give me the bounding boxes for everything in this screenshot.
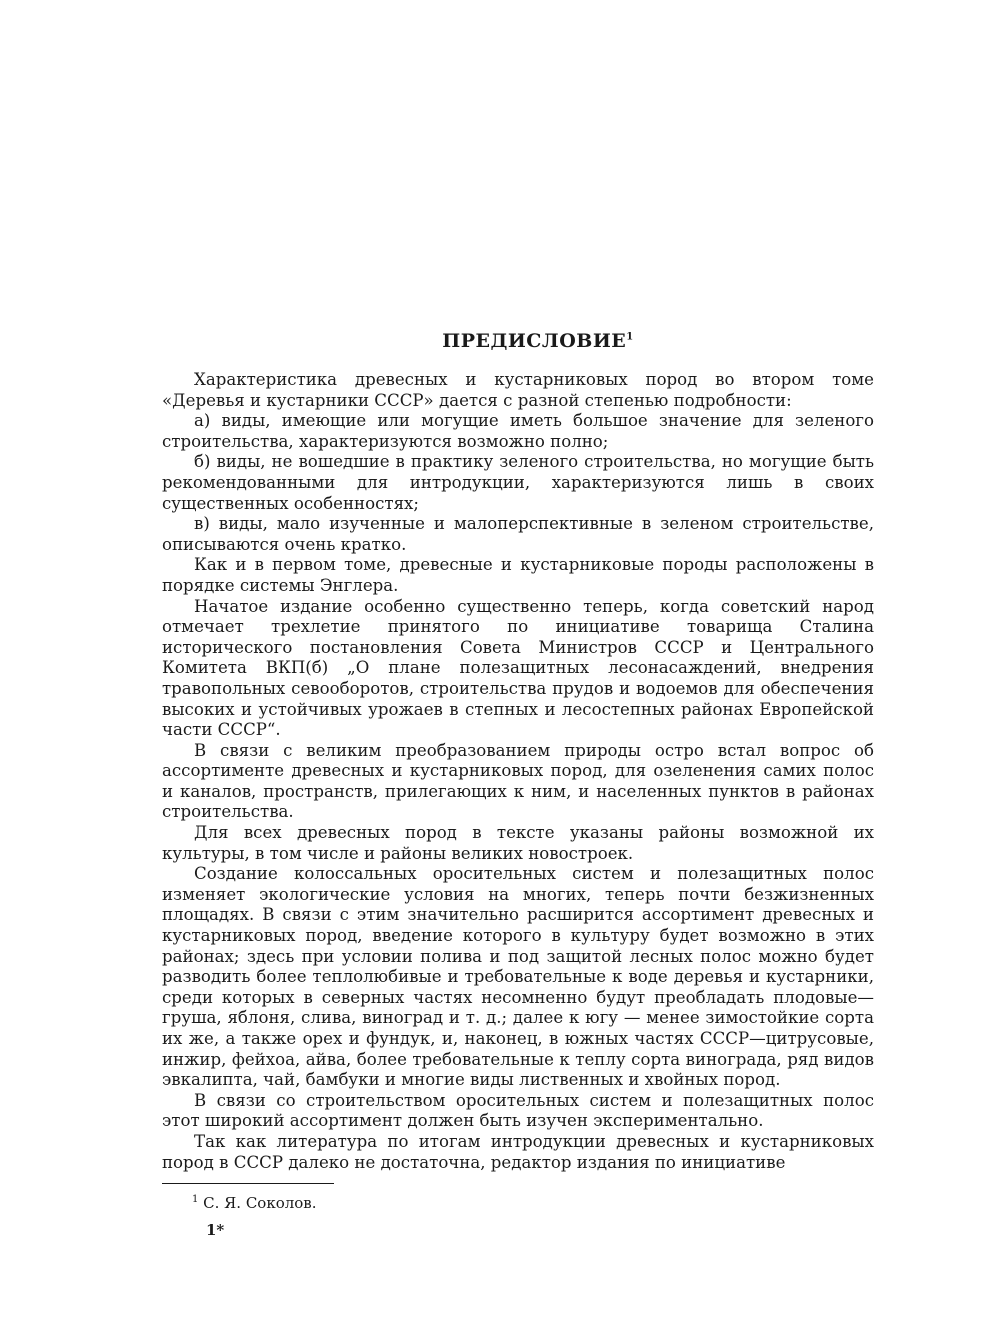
paragraph: Создание колоссальных оросительных систем и полезащитных полос изменяет экологические условия на многих, теперь почти безжизненных площадях. В связи с этим значительно расширится ассортимент древесных и кустарниковых пород, введение которого в культуру будет возможно в этих районах; здесь при условии полива и под защитой лесных полос можно будет разводить более теплолюбивые и требовательные к воде деревья и кустарники, среди которых в северных частях несомненно будут преобладать плодовые—груша, яблоня, слива, виноград и т. д.; далее к югу — менее зимостойкие сорта их же, а также орех и фундук, и, наконец, в южных частях СССР—цитрусовые, инжир, фейхоа, айва, более требовательные к теплу сорта винограда, ряд видов эвкалипта, чай, бамбуки и многие виды лиственных и хвойных пород.	[162, 864, 874, 1090]
page-content	[162, 330, 874, 1239]
paragraph: Для всех древесных пород в тексте указаны районы возможной их культуры, в том числе и районы великих новостроек.	[162, 823, 874, 863]
paragraph: В связи с великим преобразованием природы остро встал вопрос об ассортименте древесных и кустарниковых пород, для озеленения самих полос и каналов, пространств, прилегающих к ним, и населенных пунктов в районах строительства.	[162, 740, 874, 822]
footnote	[192, 1190, 874, 1213]
page-title	[162, 330, 874, 352]
paragraph: Начатое издание особенно существенно теперь, когда советский народ отмечает трехлетие принятого по инициативе товарища Сталина исторического постановления Совета Министров СССР и Центрального Комитета ВКП(б) „О плане полезащитных лесонасаждений, внедрения травопольных севооборотов, строительства прудов и водоемов для обеспечения высоких и устойчивых урожаев в степных и лесостепных районах Европейской части СССР“.	[162, 596, 874, 740]
paragraph: Характеристика древесных и кустарниковых пород во втором томе «Деревья и кустарники СССР» дается с разной степенью подробности:	[162, 370, 874, 410]
footnote-divider	[162, 1183, 334, 1184]
paragraph: б) виды, не вошедшие в практику зеленого строительства, но могущие быть рекомендованными для интродукции, характеризуются лишь в своих существенных особенностях;	[162, 452, 874, 513]
footnote-text: С. Я. Соколов.	[203, 1194, 317, 1213]
footnote-mark: 1	[192, 1194, 199, 1206]
paragraph: В связи со строительством оросительных систем и полезащитных полос этот широкий ассортимент должен быть изучен экспериментально.	[162, 1090, 874, 1131]
paragraph: в) виды, мало изученные и малоперспективные в зеленом строительстве, описываются очень кратко.	[162, 514, 874, 554]
footnote-reference: 1	[626, 331, 634, 343]
paragraph: а) виды, имеющие или могущие иметь большое значение для зеленого строительства, характеризуются возможно полно;	[162, 411, 874, 451]
paragraph: Как и в первом томе, древесные и кустарниковые породы расположены в порядке системы Энглера.	[162, 555, 874, 595]
body-text	[162, 370, 874, 1173]
signature-mark: 1*	[206, 1221, 225, 1240]
paragraph: Так как литература по итогам интродукции древесных и кустарниковых пород в СССР далеко не достаточна, редактор издания по инициативе	[162, 1131, 874, 1172]
page-title-text: ПРЕДИСЛОВИЕ	[442, 330, 627, 352]
